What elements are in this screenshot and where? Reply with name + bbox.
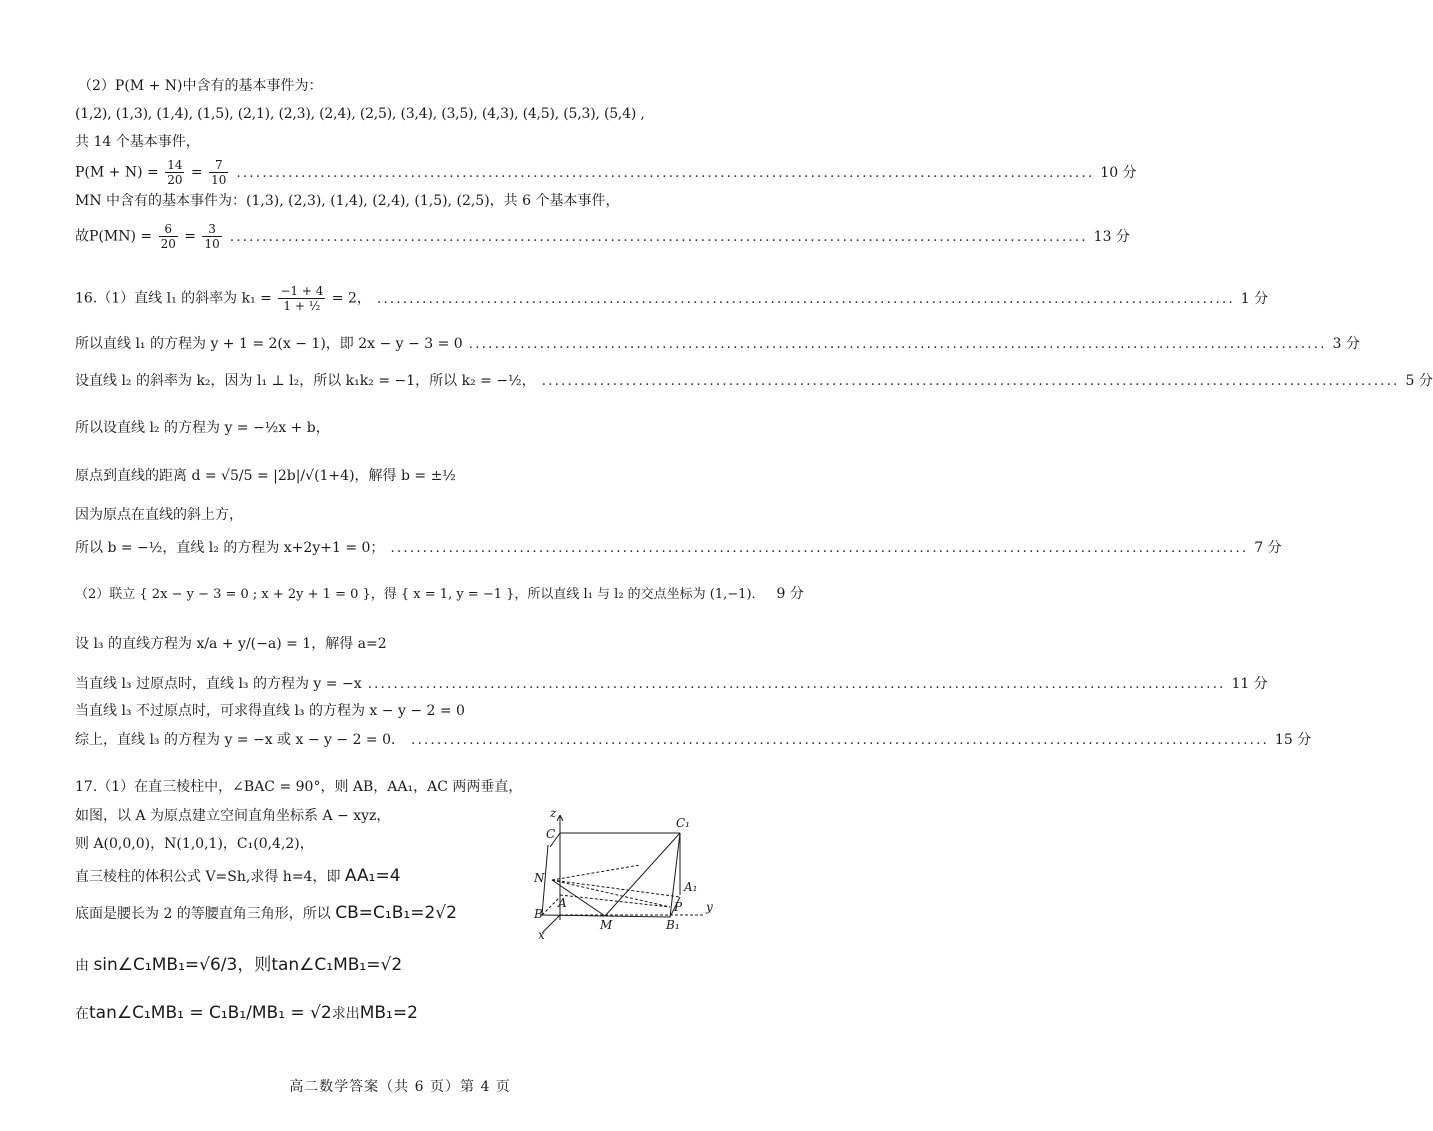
score: 11 分 — [1231, 676, 1268, 692]
leader-dots: ..................................................................................................................................... — [367, 676, 1226, 692]
q16-line12 — [75, 730, 1312, 750]
q16-line2-text: 所以直线 l₁ 的方程为 y + 1 = 2(x − 1)，即 2x − y − 3 = 0 — [75, 336, 463, 352]
q16-line9: 设 l₃ 的直线方程为 x/a + y/(−a) = 1，解得 a=2 — [75, 636, 387, 652]
label-z: z — [550, 806, 557, 820]
score: 10 分 — [1100, 164, 1137, 181]
leader-dots: ..................................................................................................................................... — [541, 373, 1400, 389]
q15-mn-events: MN 中含有的基本事件为：(1,3), (2,3), (1,4), (2,4), (1,5), (2,5)，共 6 个基本事件， — [75, 193, 620, 209]
leader-dots: ..................................................................................................................................... — [411, 732, 1269, 748]
leader-dots: ..................................................................................................................................... — [376, 290, 1235, 307]
q17-line1: 17.（1）在直三棱柱中，∠BAC = 90°，则 AB，AA₁，AC 两两垂直， — [75, 779, 523, 795]
q16-line12-text: 综上，直线 l₃ 的方程为 y = −x 或 x − y − 2 = 0． — [75, 732, 406, 748]
q16-line3-text: 设直线 l₂ 的斜率为 k₂，因为 l₁ ⊥ l₂，所以 k₁k₂ = −1，所以 k₂ = −½， — [75, 373, 536, 389]
q16-line8-text: （2）联立 { 2x − y − 3 = 0 ; x + 2y + 1 = 0 }，得 { x = 1, y = −1 }，所以直线 l₁ 与 l₂ 的交点坐标为 (1,−1)． — [75, 587, 765, 602]
label-a: A — [558, 896, 567, 910]
q16-line10-text: 当直线 l₃ 过原点时，直线 l₃ 的方程为 y = −x — [75, 676, 362, 692]
prism-figure — [520, 805, 720, 940]
q17-line2: 如图，以 A 为原点建立空间直角坐标系 A − xyz， — [75, 808, 391, 824]
score: 15 分 — [1274, 732, 1312, 748]
q16-line7-text: 所以 b = −½，直线 l₂ 的方程为 x+2y+1 = 0； — [75, 540, 385, 556]
score: 13 分 — [1093, 228, 1130, 245]
leader-dots: ..................................................................................................................................... — [229, 228, 1088, 245]
leader-dots: ..................................................................................................................................... — [390, 540, 1249, 556]
label-p: P — [674, 900, 683, 914]
q16-line2 — [75, 334, 1360, 354]
label-y: y — [706, 900, 713, 914]
q17-line6: 由 sin∠C₁MB₁=√6/3，则tan∠C₁MB₁=√2 — [75, 955, 403, 975]
q15-pmn2-line — [75, 222, 1130, 251]
q16-line7 — [75, 538, 1282, 558]
q15-pmn2-formula: 故P(MN) = $\frac{6}{20}$ = $\frac{3}{10}$ — [75, 222, 220, 251]
q16-line10 — [75, 674, 1268, 694]
q16-slope-formula: 16.（1）直线 l₁ 的斜率为 k₁ = $\frac{-1 + 4}{\text{1 + ½}}$ = 2， — [75, 284, 371, 313]
score: 9 分 — [776, 586, 804, 602]
label-b1: B₁ — [666, 918, 680, 932]
q16-line8 — [75, 584, 804, 605]
q16-line5: 原点到直线的距离 d = √5/5 = |2b|/√(1+4)，解得 b = ±½ — [75, 468, 456, 484]
q16-line6: 因为原点在直线的斜上方， — [75, 507, 243, 523]
score: 3 分 — [1332, 336, 1360, 352]
label-a1: A₁ — [684, 880, 698, 894]
label-b: B — [534, 907, 543, 921]
q15-events-list: (1,2), (1,3), (1,4), (1,5), (2,1), (2,3), (2,4), (2,5), (3,4), (3,5), (4,3), (4,5), (5,3), (5,4) , — [75, 106, 645, 122]
label-c1: C₁ — [676, 816, 690, 830]
q15-pmn-line — [75, 158, 1137, 187]
q15-count-line: 共 14 个基本事件， — [75, 134, 200, 150]
q16-line4: 所以设直线 l₂ 的方程为 y = −½x + b， — [75, 420, 330, 436]
segment-n-mid — [552, 865, 640, 880]
q15-pmn-formula: P(M + N) = $\frac{14}{20}$ = $\frac{7}{10}$ — [75, 158, 227, 187]
q17-line4: 直三棱柱的体积公式 V=Sh,求得 h=4，即 AA₁=4 — [75, 866, 401, 886]
label-x: x — [538, 928, 545, 942]
q16-line3 — [75, 371, 1433, 391]
leader-dots: ..................................................................................................................................... — [236, 164, 1095, 181]
q17-line7: 在tan∠C₁MB₁ = C₁B₁/MB₁ = √2求出MB₁=2 — [75, 1003, 418, 1023]
label-n: N — [534, 871, 545, 885]
score: 1 分 — [1240, 290, 1269, 307]
q17-line3: 则 A(0,0,0)，N(1,0,1)，C₁(0,4,2)， — [75, 836, 314, 852]
leader-dots: ..................................................................................................................................... — [468, 336, 1327, 352]
score: 7 分 — [1254, 540, 1282, 556]
label-c: C — [546, 827, 556, 841]
q16-line11: 当直线 l₃ 不过原点时，可求得直线 l₃ 的方程为 x − y − 2 = 0 — [75, 703, 465, 719]
score: 5 分 — [1405, 373, 1433, 389]
label-m: M — [600, 918, 613, 932]
page-footer: 高二数学答案（共 6 页）第 4 页 — [289, 1079, 511, 1095]
q15-part2-heading: （2）P(M + N)中含有的基本事件为： — [78, 78, 323, 94]
q16-line1 — [75, 284, 1269, 313]
q17-line5: 底面是腰长为 2 的等腰直角三角形，所以 CB=C₁B₁=2√2 — [75, 903, 457, 923]
